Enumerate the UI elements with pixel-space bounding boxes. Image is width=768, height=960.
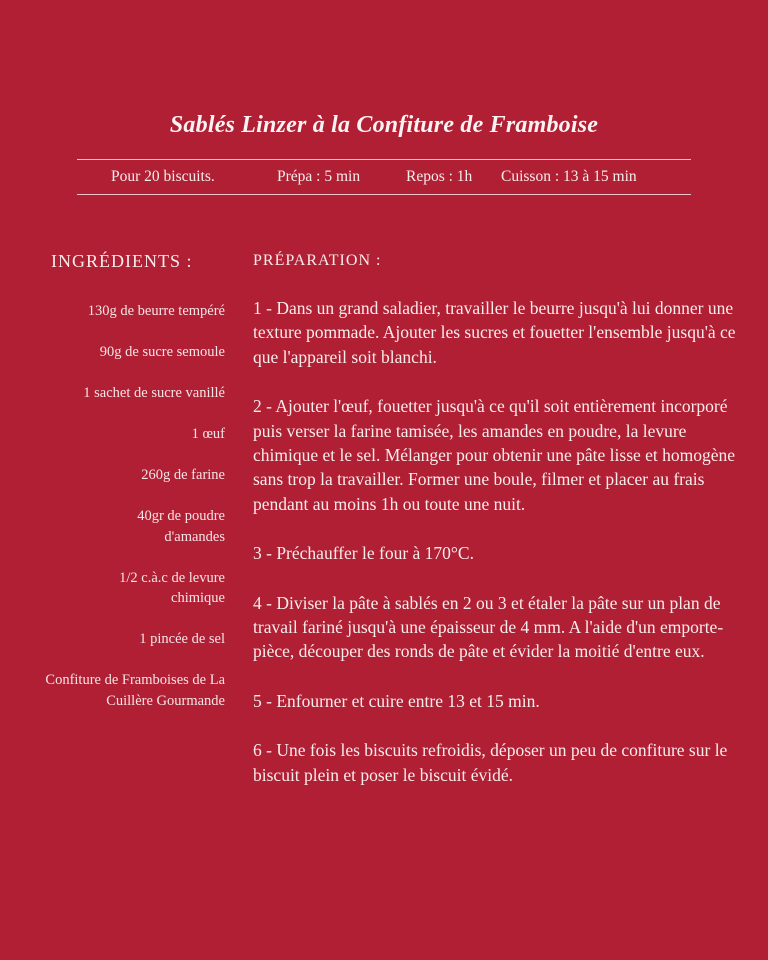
cook-time: Cuisson : 13 à 15 min xyxy=(501,168,637,185)
ingredients-heading: INGRÉDIENTS : xyxy=(51,251,193,271)
ingredient-item: 90g de sucre semoule xyxy=(99,344,225,360)
ingredient-item: 1 œuf xyxy=(191,426,225,442)
ingredient-item: 40gr de poudre d'amandes xyxy=(137,508,225,545)
recipe-title: Sablés Linzer à la Confiture de Framboise xyxy=(169,112,599,139)
ingredient-item: 260g de farine xyxy=(141,467,225,483)
ingredient-item: 1/2 c.à.c de levure chimique xyxy=(119,569,225,606)
ingredient-item: 1 pincée de sel xyxy=(139,631,225,647)
preparation-step: 6 - Une fois les biscuits refroidis, déposer un peu de confiture sur le biscuit plein et poser le biscuit évidé. xyxy=(253,740,728,785)
ingredient-item: 130g de beurre tempéré xyxy=(87,303,225,319)
preparation-step: 2 - Ajouter l'œuf, fouetter jusqu'à ce qu'il soit entièrement incorporé puis verser la farine tamisée, les amandes en poudre, la levure chimique et le sel. Mélanger pour obtenir une pâte lisse et homogène sans trop la travailler. Former une boule, filmer et placer au frais pendant au moins 1h ou toute une nuit. xyxy=(253,396,736,514)
header-divider-top xyxy=(77,159,691,160)
header-divider-bottom xyxy=(77,194,691,195)
preparation-step: 1 - Dans un grand saladier, travailler le beurre jusqu'à lui donner une texture pommade. Ajouter les sucres et fouetter l'ensemble jusqu'à ce que l'appareil soit blanchi. xyxy=(253,298,736,367)
ingredients-list xyxy=(20,301,225,732)
preparation-steps xyxy=(253,296,753,812)
preparation-heading: PRÉPARATION : xyxy=(253,252,382,269)
servings-info: Pour 20 biscuits. xyxy=(111,168,215,185)
rest-time: Repos : 1h xyxy=(406,168,473,185)
preparation-step: 3 - Préchauffer le four à 170°C. xyxy=(253,543,474,564)
prep-time: Prépa : 5 min xyxy=(277,168,361,185)
preparation-step: 4 - Diviser la pâte à sablés en 2 ou 3 et étaler la pâte sur un plan de travail fariné jusqu'à une épaisseur de 4 mm. A l'aide d'un emporte-pièce, découper des ronds de pâte et évider la moitié d'entre eux. xyxy=(253,592,724,662)
preparation-step: 5 - Enfourner et cuire entre 13 et 15 min. xyxy=(253,690,540,711)
ingredient-item: 1 sachet de sucre vanillé xyxy=(83,385,225,401)
ingredient-item: Confiture de Framboises de La Cuillère Gourmande xyxy=(45,672,225,709)
